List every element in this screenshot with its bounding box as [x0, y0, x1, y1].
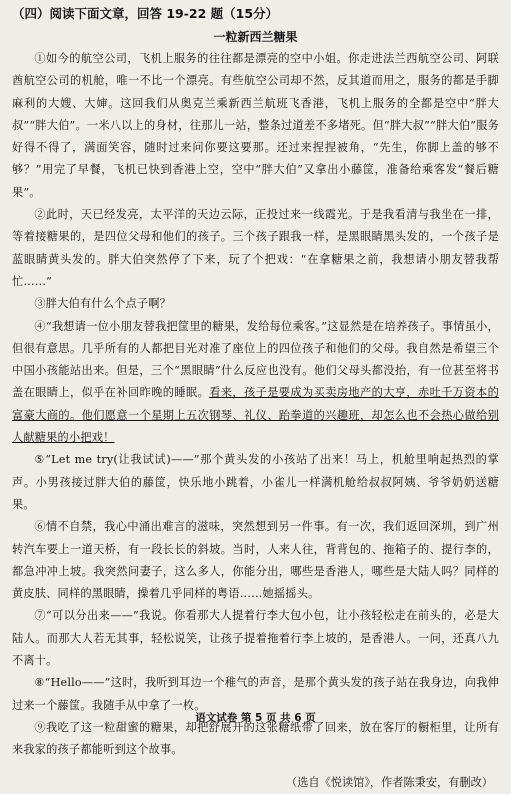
paragraph-5	[12, 449, 499, 516]
paragraph-text: ④“我想请一位小朋友替我把筐里的糖果，发给每位乘客。”这显然是在培养孩子。事情虽小，但很有意思。几乎所有的人都把目光对准了座位上的四位孩子和他们的父母。我自然是希望三个中国小孩能站出来。但是，三个“黑眼睛”什么反应也没有。他们父母头都没抬，有一位甚至将书盖在眼睛上，似乎在补回昨晚的睡眠。	[12, 319, 499, 400]
paragraph-6	[12, 516, 499, 605]
paragraph-3	[12, 293, 499, 315]
paragraph-text: ③胖大伯有什么个点子啊？	[34, 297, 172, 311]
paragraph-text: ①如今的航空公司，飞机上服务的往往都是漂亮的空中小姐。你走进法兰西航空公司、阿联酋航空公司的机舱，唯一不比一个漂亮。有些航空公司却不然，反其道而用之，服务的都是手脚麻利的大嫂、大婶。这回我们从奥克兰乘新西兰航班飞香港，飞机上服务的全都是空中“胖大叔”“胖大伯”。一米八以上的身材，往那儿一站，整条过道差不多堵死。但“胖大叔”“胖大伯”服务好得不得了，满面笑容，随时过来问你要这要那。还过来捏捏被角，“先生，你脚上盖的够不够？”用完了早餐，飞机已快到香港上空，空中“胖大伯”又拿出小藤筐，准备给乘客发“餐后糖果”。	[12, 52, 499, 199]
source-citation: （选自《悦读馆》，作者陈秉安，有删改）	[286, 775, 493, 789]
paragraph-2	[12, 204, 499, 293]
paragraph-text: ⑨我吃了这一粒甜蜜的糖果，却把舒展开的这张糖纸带了回来，放在客厅的橱柜里，让所有来我家的孩子都能听到这个故事。	[12, 720, 499, 757]
paragraph-text: ⑦“可以分出来——”我说。你看那大人提着行李大包小包，让小孩轻松走在前头的，必是大陆人。而那大人若无其事，轻松说笑，让孩子提着拖着行李上坡的，是香港人。一问，还真八九不离十。	[12, 609, 499, 668]
paragraph-text: ⑧“Hello——”这时，我听到耳边一个稚气的声音，是那个黄头发的孩子站在我身边，向我伸过来一个藤筐。我随手从中拿了一枚。	[12, 676, 499, 712]
page-footer: 语文试卷 第 5 页 共 6 页	[195, 712, 316, 724]
paragraph-1	[12, 48, 499, 204]
paragraph-7	[12, 605, 499, 672]
paragraph-text: ⑤“Let me try(让我试试)——”那个黄头发的小孩站了出来！马上，机舱里响起热烈的掌声。小男孩接过胖大伯的藤筐，快乐地小跳着，小雀儿一样满机舱给叔叔阿姨、爷爷奶奶送糖果。	[12, 453, 499, 511]
article-title: 一粒新西兰糖果	[213, 30, 298, 44]
underlined-sentence: 看来，孩子是要成为买卖房地产的大亨，赤吐千万资本的富豪大商的。他们愿意一个星期上五次钢琴、礼仪、跆拳道的兴趣班，却怎么也不会热心做给别人献糖果的小把戏！	[12, 386, 499, 445]
section-header: （四）阅读下面文章，回答 19-22 题（15分）	[12, 6, 279, 21]
paragraph-text: ⑥情不自禁，我心中涌出难言的滋味，突然想到另一件事。有一次，我们返回深圳，到广州转汽车要上一道天桥，有一段长长的斜坡。当时，人来人往，背背包的、拖箱子的、提行李的，都急冲冲上坡。我突然问妻子，这么多人，你能分出，哪些是香港人，哪些是大陆人吗？同样的黄皮肤、同样的黑眼睛，操着几乎同样的粤语……她摇摇头。	[12, 520, 499, 601]
paragraph-4	[12, 316, 499, 450]
paragraph-text: ②此时，天已经发亮，太平洋的天边云际，正投过来一线霞光。于是我看清与我坐在一排，等着接糖果的，是四位父母和他们的孩子。三个孩子跟我一样，是黑眼睛黑头发的，一个孩子是蓝眼睛黄头发的。胖大伯突然停了下来，玩了个把戏：“在拿糖果之前，我想请小朋友替我帮忙……”	[12, 208, 499, 288]
